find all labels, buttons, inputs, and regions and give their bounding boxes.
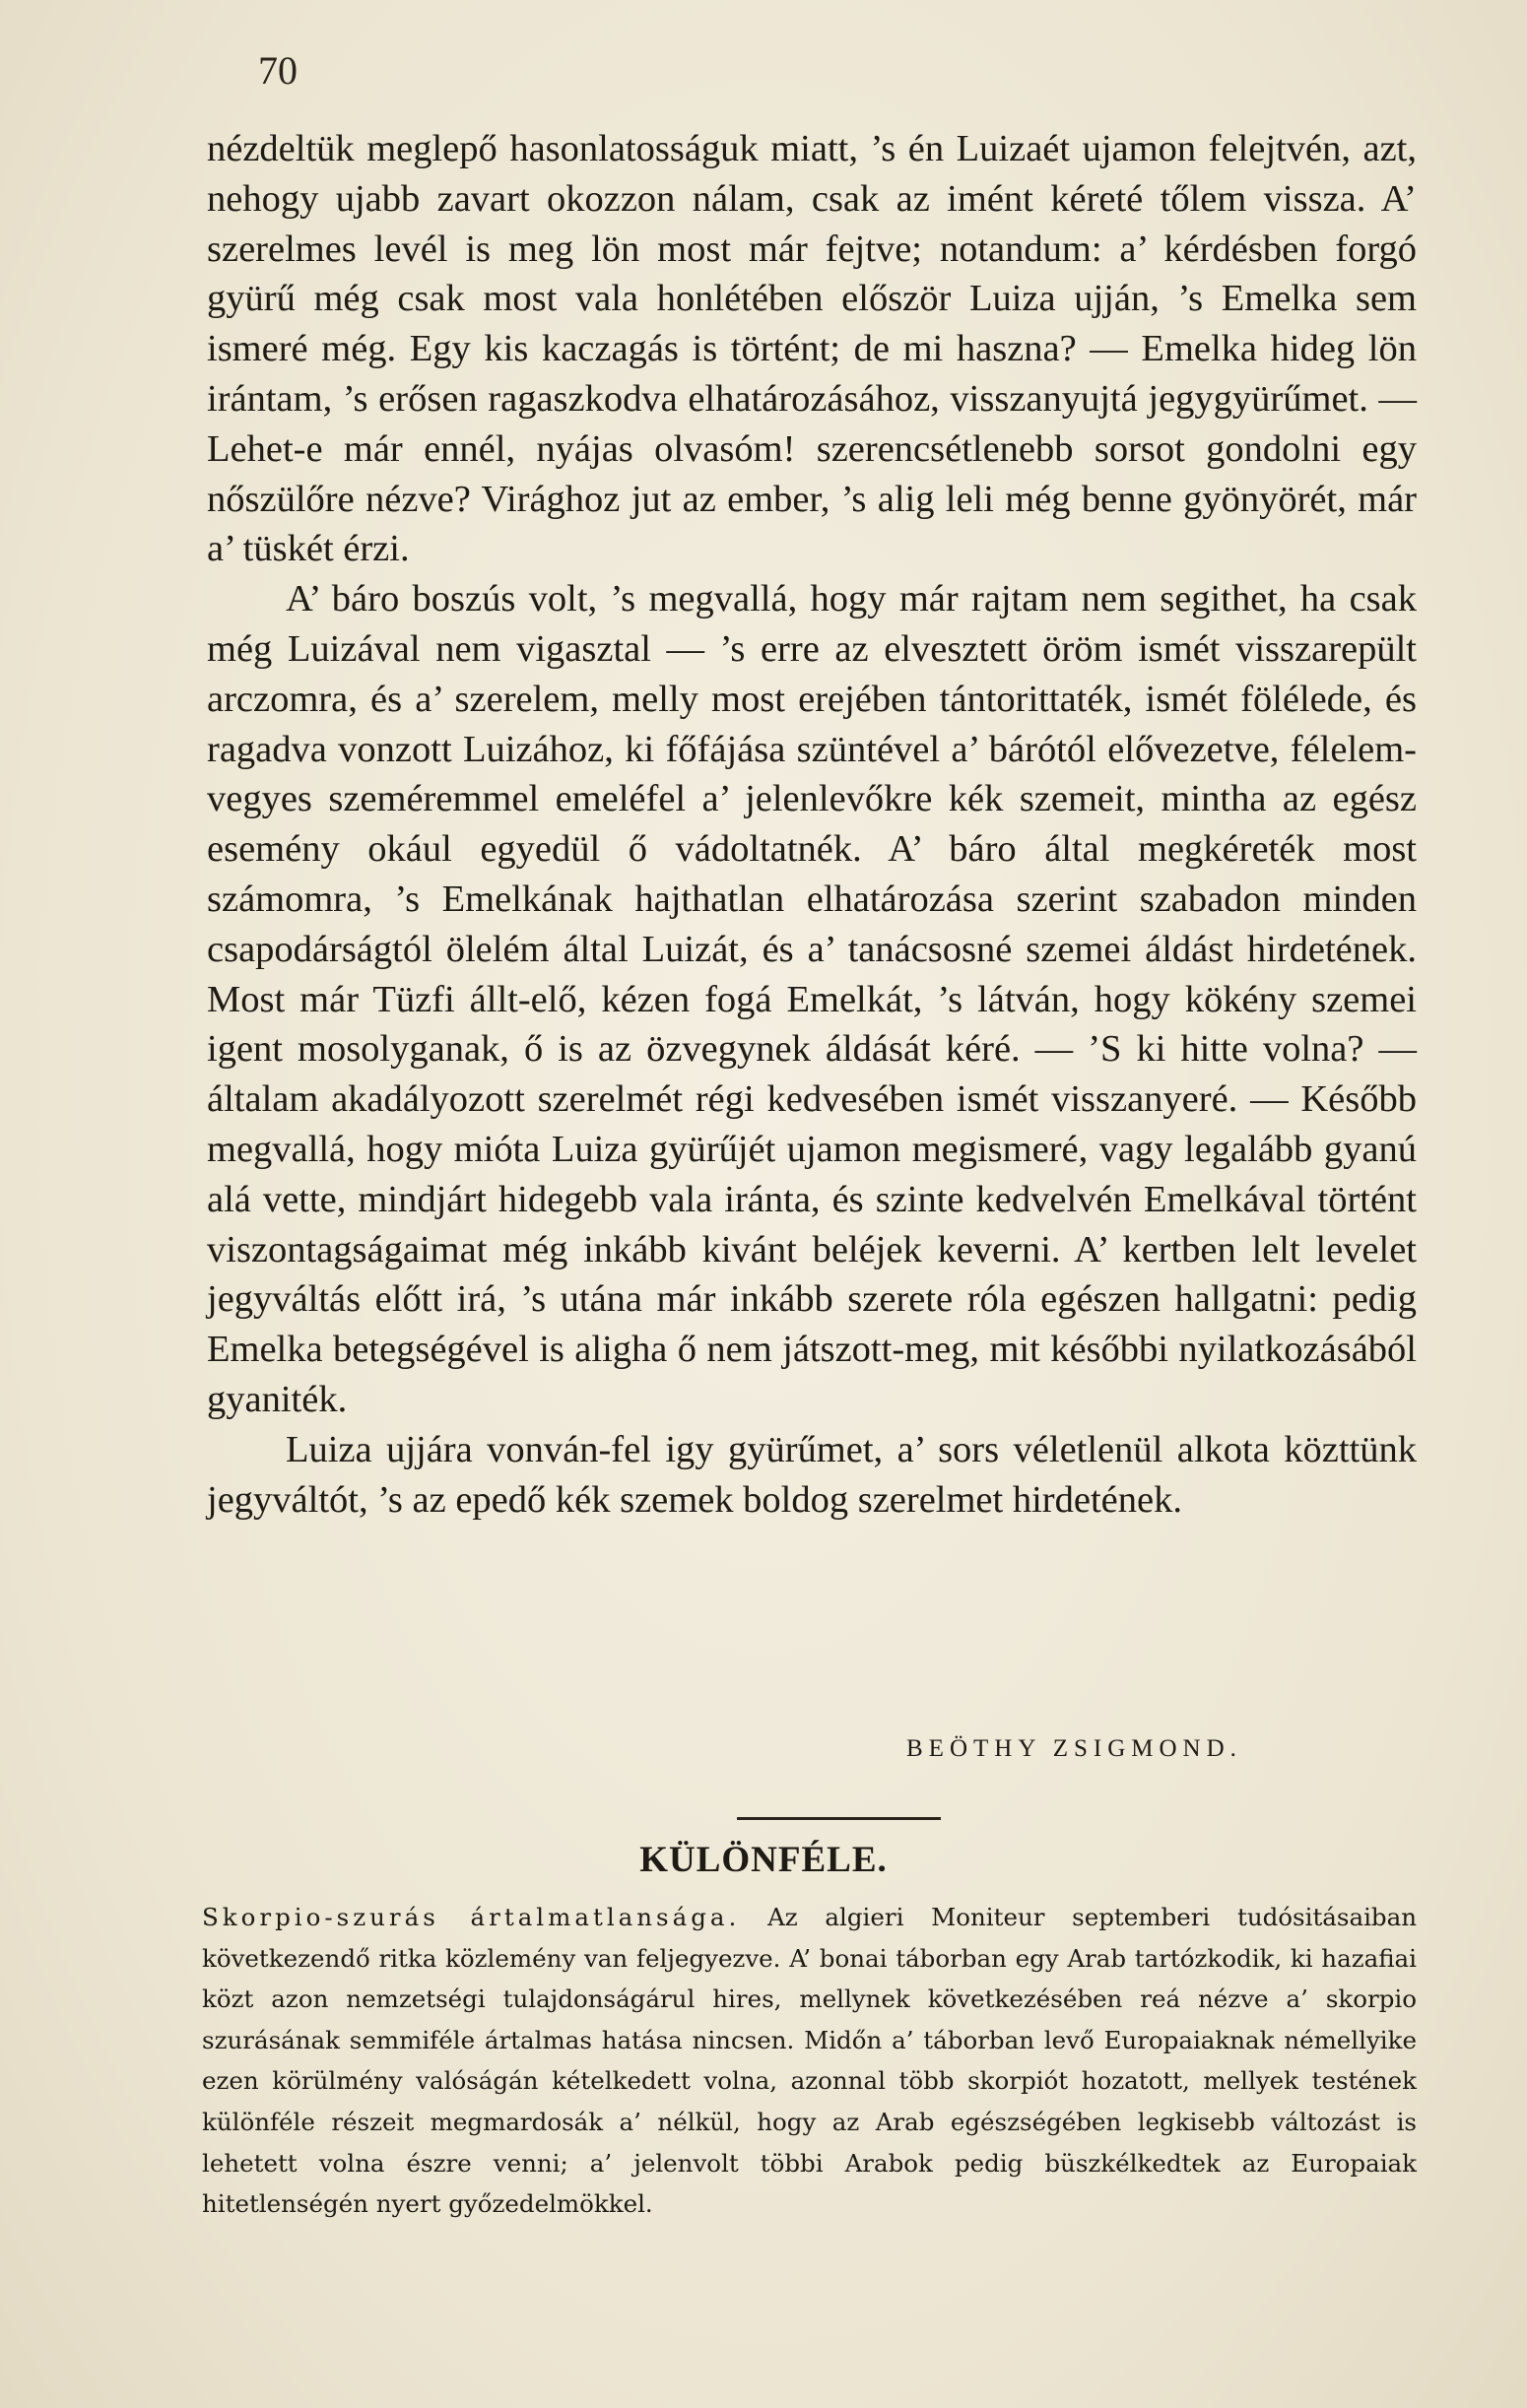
page-number: 70 bbox=[258, 48, 298, 93]
news-notice bbox=[202, 1897, 1417, 2225]
article-paragraph-2: A’ báro boszús volt, ’s megvallá, hogy már rajtam nem segithet, ha csak még Luizával nem vigasztal — ’s erre az elvesztett öröm ismét visszarepült arczomra, és a’ szerelem, melly most erejében tántorittaték, ismét fölélede, és ragadva vonzott Luizához, ki főfájása szüntével a’ bárótól elővezetve, félelem-vegyes szeméremmel emeléfel a’ jelenlevőkre kék szemeit, mintha az egész esemény okául egyedül ő vádoltatnék. A’ báro által megkéreték most számomra, ’s Emelkának hajthatlan elhatározása szerint szabadon minden csapodárságtól ölelém által Luizát, és a’ tanácsosné szemei áldást hirdetének. Most már Tüzfi állt-elő, kézen fogá Emelkát, ’s látván, hogy kökény szemei igent mosolyganak, ő is az özvegynek áldását kéré. — ’S ki hitte volna? — általam akadályozott szerelmét régi kedvesében ismét visszanyeré. — Később megvallá, hogy mióta Luiza gyürűjét ujamon megismeré, vagy legalább gyanú alá vette, mindjárt hidegebb vala iránta, és szinte kedvelvén Emelkával történt viszontagságaimat még inkább kivánt beléjek keverni. A’ kertben lelt levelet jegyváltás előtt irá, ’s utána már inkább szerete róla egészen hallgatni: pedig Emelka betegségével is aligha ő nem játszott-meg, mit későbbi nyilatkozásából gyaniték. bbox=[207, 578, 1417, 1420]
section-divider bbox=[737, 1817, 941, 1820]
author-signature: BEÖTHY ZSIGMOND. bbox=[906, 1735, 1242, 1762]
article-body bbox=[207, 124, 1417, 1525]
section-title: KÜLÖNFÉLE. bbox=[639, 1840, 888, 1880]
article-paragraph-1: nézdeltük meglepő hasonlatosságuk miatt, ’s én Luizaét ujamon felejtvén, azt, nehogy ujabb zavart okozzon nálam, csak az imént kéreté tőlem vissza. A’ szerelmes levél is meg lön most már fejtve; notandum: a’ kérdésben forgó gyürű még csak most vala honlétében először Luiza ujján, ’s Emelka sem ismeré még. Egy kis kaczagás is történt; de mi haszna? — Emelka hideg lön irántam, ’s erősen ragaszkodva elhatározásához, visszanyujtá jegygyürűmet. — Lehet-e már ennél, nyájas olvasóm! szerencsétlenebb sorsot gondolni egy nőszülőre nézve? Virághoz jut az ember, ’s alig leli még benne gyönyörét, már a’ tüskét érzi. bbox=[207, 128, 1417, 570]
notice-body: Az algieri Moniteur septemberi tudósitásaiban következendő ritka közlemény van feljegyezve. A’ bonai táborban egy Arab tartózkodik, ki hazafiai közt azon nemzetségi tulajdonságárul hires, mellynek következésében reá nézve a’ skorpio szurásának semmiféle ártalmas hatása nincsen. Midőn a’ táborban levő Europaiaknak némellyike ezen körülmény valóságán kételkedett volna, azonnal több skorpiót hozatott, mellyek testének különféle részeit megmardosák a’ nélkül, hogy az Arab egészségében legkisebb változást is lehetett volna észre venni; a’ jelenvolt többi Arabok pedig büszkélkedtek az Europaiak hitetlenségén nyert győzedelmökkel. bbox=[202, 1903, 1417, 2219]
article-paragraph-3: Luiza ujjára vonván-fel igy gyürűmet, a’ sors véletlenül alkota közttünk jegyváltót, ’s az epedő kék szemek boldog szerelmet hirdetének. bbox=[207, 1428, 1417, 1521]
notice-title: Skorpio-szurás ártalmatlansága. bbox=[202, 1903, 741, 1931]
